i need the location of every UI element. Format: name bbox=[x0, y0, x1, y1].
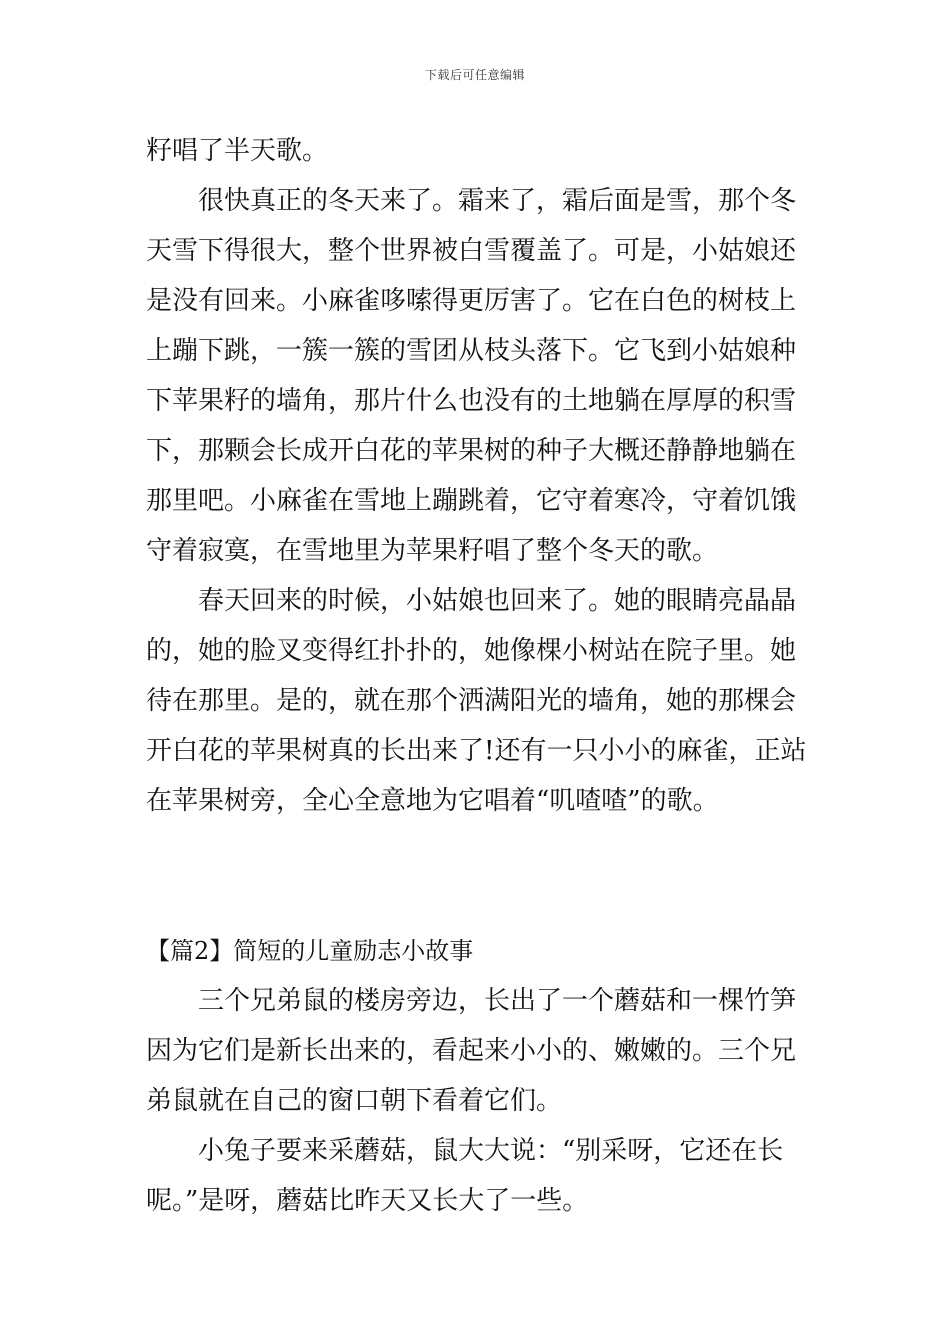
section-heading: 【篇2】简短的儿童励志小故事 bbox=[146, 937, 474, 965]
paragraph-spring: 春天回来的时候，小姑娘也回来了。她的眼睛亮晶晶的，她的脸叉变得红扑扑的，她像棵小树站在院子里。她待在那里。是的，就在那个洒满阳光的墙角，她的那棵会开白花的苹果树真的长出来了!还有一只小小的麻雀，正站在苹果树旁，全心全意地为它唱着“叽喳喳”的歌。 bbox=[146, 586, 807, 816]
section-spacer bbox=[146, 826, 810, 926]
paragraph-rabbit: 小兔子要来采蘑菇，鼠大大说：“别采呀，它还在长呢。”是呀，蘑菇比昨天又长大了一些。 bbox=[146, 1136, 784, 1216]
page-header: 下载后可任意编辑 bbox=[424, 68, 525, 82]
paragraph-winter: 很快真正的冬天来了。霜来了，霜后面是雪，那个冬天雪下得很大，整个世界被白雪覆盖了。可是，小姑娘还是没有回来。小麻雀哆嗦得更厉害了。它在白色的树枝上上蹦下跳，一簇一簇的雪团从枝头落下。它飞到小姑娘种下苹果籽的墙角，那片什么也没有的土地躺在厚厚的积雪下，那颗会长成开白花的苹果树的种子大概还静静地躺在那里吧。小麻雀在雪地上蹦跳着，它守着寒冷，守着饥饿守着寂寞，在雪地里为苹果籽唱了整个冬天的歌。 bbox=[146, 186, 797, 566]
paragraph-continuation: 籽唱了半天歌。 bbox=[146, 136, 329, 166]
document-body bbox=[146, 126, 810, 1226]
paragraph-mice: 三个兄弟鼠的楼房旁边，长出了一个蘑菇和一棵竹笋因为它们是新长出来的，看起来小小的、嫩嫩的。三个兄弟鼠就在自己的窗口朝下看着它们。 bbox=[146, 986, 797, 1116]
